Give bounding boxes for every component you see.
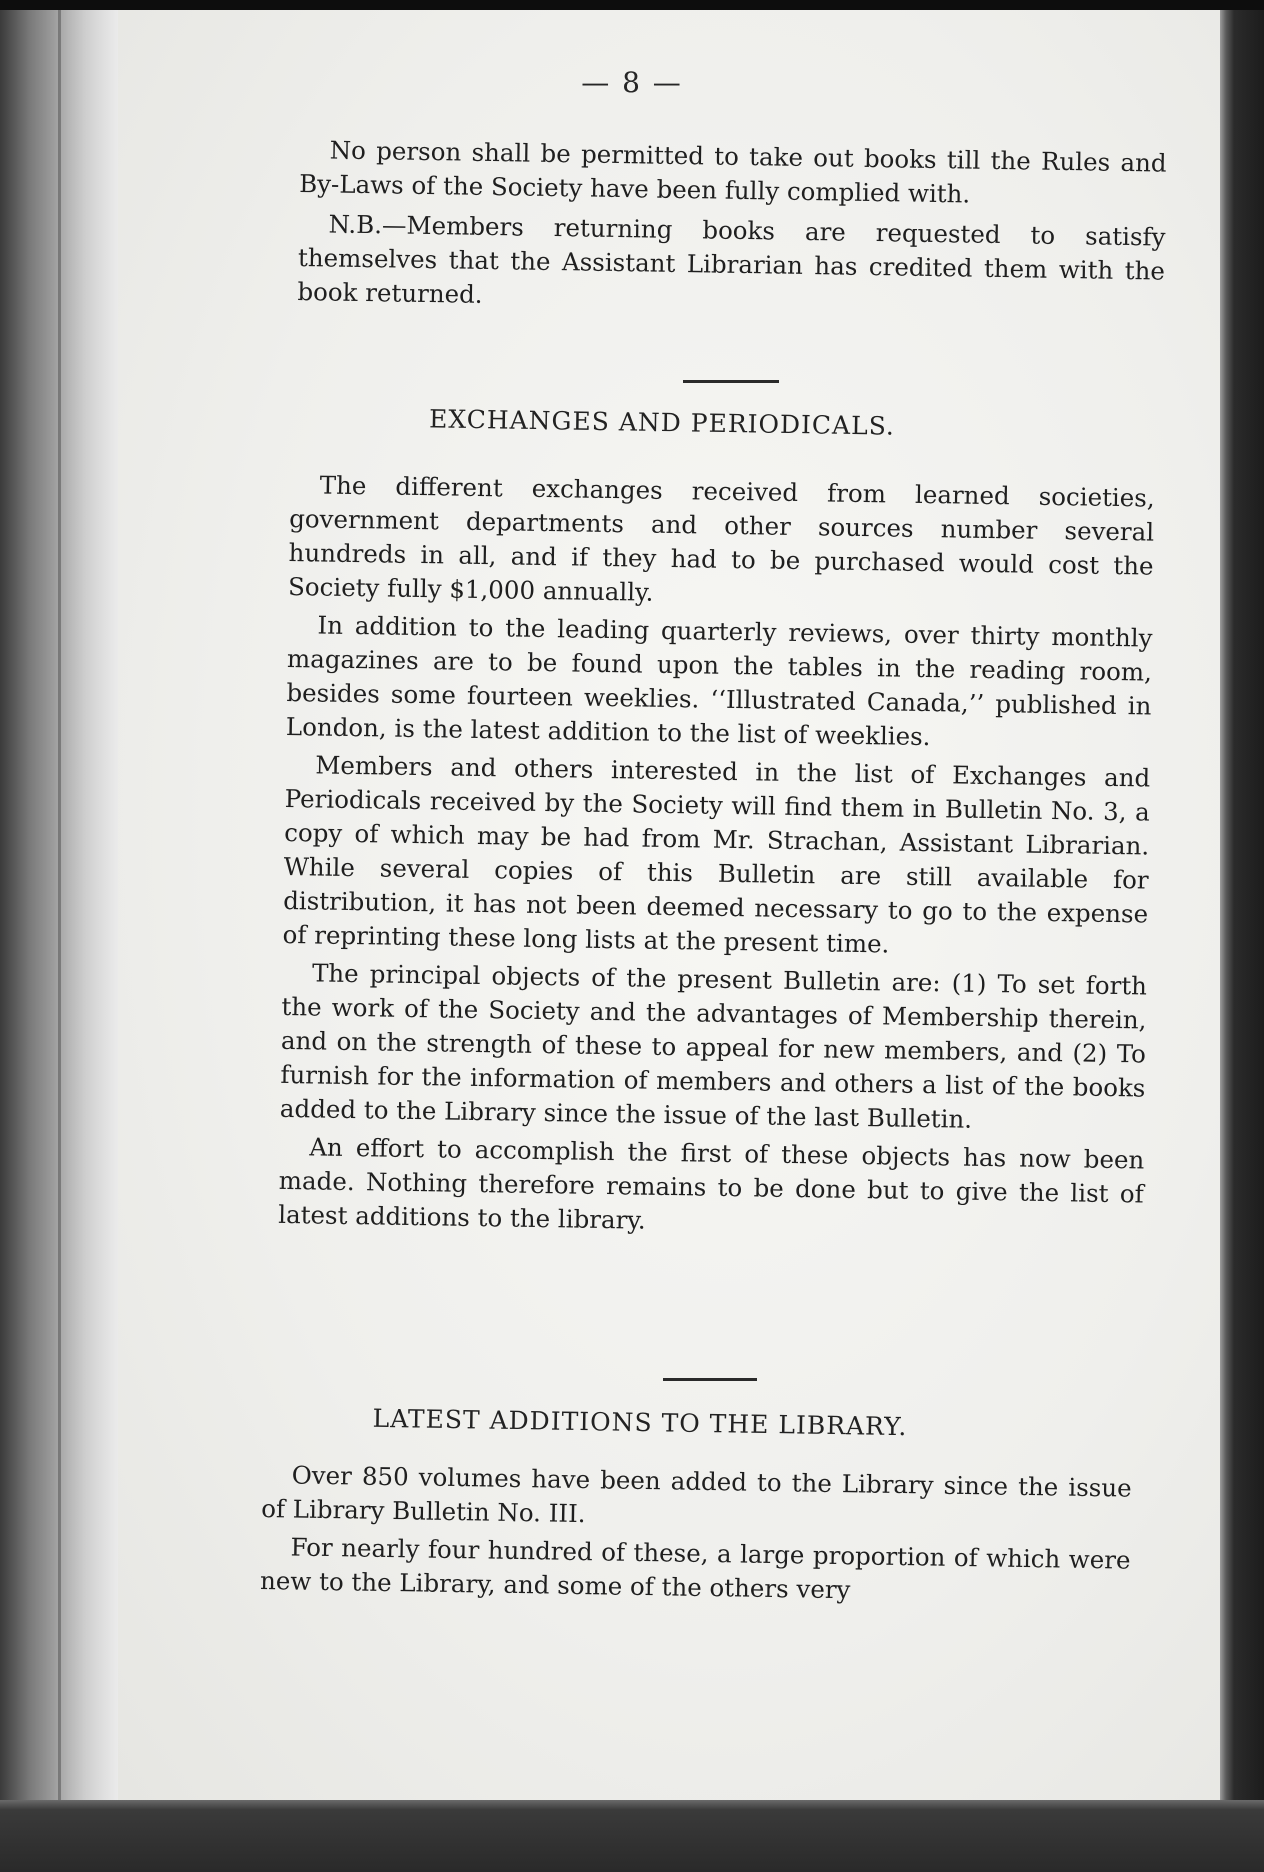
section-divider xyxy=(663,1378,757,1381)
paragraph-permission-rule: No person shall be permitted to take out books till the Rules and By-Laws of the Society have been fully complied with. xyxy=(298,135,1167,209)
paragraph-effort-accomplish: An effort to accomplish the first of these objects has now been made. Nothing therefore remains to be done but to give the list of latest additions to the library. xyxy=(278,1132,1145,1235)
paragraph-magazines-weeklies: In addition to the leading quarterly reviews, over thirty monthly magazines are to be found upon the tables in the reading room, besides some fourteen weeklies. ‘‘Illustrated Canada,’’ published in London, is the latest addition to the list of weeklies. xyxy=(285,610,1153,752)
exchanges-section xyxy=(278,468,1155,1245)
paragraph-bulletin-no-3: Members and others interested in the list of Exchanges and Periodicals received by the Society will find them in Bulletin No. 3, a copy of which may be had from Mr. Strachan, Assistant Librarian. While several copies of this Bulletin are still available for distribution, it has not been deemed necessary to go to the expense of reprinting these long lists at the present time. xyxy=(282,750,1151,959)
page-number: — 8 — xyxy=(581,66,683,99)
section-divider xyxy=(683,380,779,383)
additions-section xyxy=(260,1458,1132,1612)
paragraph-exchanges-cost: The different exchanges received from learned societies, government departments and other sources number several hundreds in all, and if they had to be purchased would cost the Society fully $1,000 annually. xyxy=(287,470,1155,607)
scan-right-border xyxy=(1220,10,1264,1872)
book-binding-gutter xyxy=(0,10,120,1872)
scan-top-border xyxy=(0,0,1264,10)
heading-exchanges-periodicals: EXCHANGES AND PERIODICALS. xyxy=(428,404,896,441)
paragraph-bulletin-objects: The principal objects of the present Bulletin are: (1) To set forth the work of the Society and the advantages of Membership therein, and on the strength of these to appeal for new members, and (2) To furnish for the information of members and others a list of the books added to the Library since the issue of the last Bulletin. xyxy=(279,958,1148,1134)
scan-bottom-border xyxy=(0,1800,1264,1872)
intro-section xyxy=(297,133,1167,323)
paragraph-850-volumes: Over 850 volumes have been added to the Library since the issue of Library Bulletin No. III. xyxy=(260,1460,1132,1529)
paragraph-four-hundred: For nearly four hundred of these, a large proportion of which were new to the Library, and some of the others very xyxy=(259,1532,1131,1605)
paragraph-nb-returning-books: N.B.—Members returning books are requested to satisfy themselves that the Assistant Librarian has credited them with the book returned. xyxy=(297,209,1166,309)
heading-latest-additions: LATEST ADDITIONS TO THE LIBRARY. xyxy=(372,1403,908,1442)
